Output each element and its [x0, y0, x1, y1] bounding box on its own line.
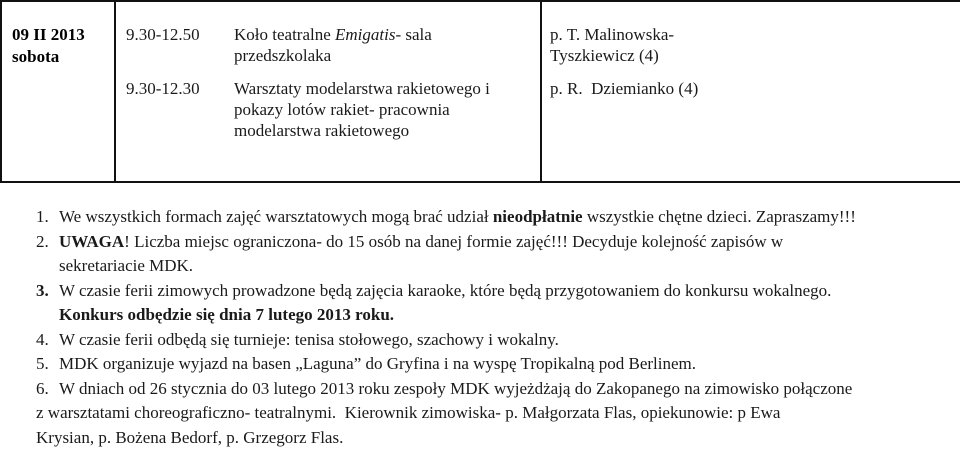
note-2: 2. UWAGA! Liczba miejsc ograniczona- do 15 osób na danej formie zajęć!!! Decyduje kolejność zapisów w	[36, 231, 784, 251]
schedule-row	[1, 1, 960, 182]
note-6: 6. W dniach od 26 stycznia do 03 lutego 2013 roku zespoły MDK wyjeżdżają do Zakopanego na zimowisko połączone	[36, 378, 853, 398]
note-1: 1. We wszystkich formach zajęć warsztatowych mogą brać udział nieodpłatnie wszystkie chętne dzieci. Zapraszamy!!!	[36, 207, 856, 226]
activity-2-description: Warsztaty modelarstwa rakietowego i pokazy lotów rakiet- pracownia modelarstwa rakietowego	[234, 79, 490, 140]
notes-list	[36, 205, 951, 450]
note-6-line-3: Krysian, p. Bożena Bedorf, p. Grzegorz Flas.	[36, 427, 344, 447]
date-label: 09 II 2013	[12, 25, 85, 44]
description-cell	[229, 1, 541, 182]
instructor-2: p. R. Dziemianko (4)	[550, 79, 699, 98]
activity-1-name: Emigatis	[335, 25, 396, 44]
note-6-line-2: z warsztatami choreograficzno- teatralnymi. Kierownik zimowiska- p. Małgorzata Flas, opiekunowie: p Ewa	[36, 403, 781, 422]
schedule-table	[0, 0, 960, 183]
note-3-contest-date: Konkurs odbędzie się dnia 7 lutego 2013 roku.	[59, 305, 395, 324]
note-3: 3. W czasie ferii zimowych prowadzone będą zajęcia karaoke, które będą przygotowaniem do konkursu wokalnego.	[36, 280, 832, 300]
day-label: sobota	[12, 47, 60, 66]
instructor-1: p. T. Malinowska-Tyszkiewicz (4)	[550, 25, 675, 65]
note-4: 4. W czasie ferii odbędą się turnieje: tenisa stołowego, szachowy i wokalny.	[36, 329, 559, 349]
time-1: 9.30-12.50	[126, 25, 200, 44]
note-2-continued: sekretariacie MDK.	[59, 256, 194, 275]
time-2: 9.30-12.30	[126, 79, 200, 98]
note-5: 5. MDK organizuje wyjazd na basen „Laguna” do Gryfina i na wyspę Tropikalną pod Berlinem.	[36, 354, 697, 373]
activity-1-description: Koło teatralne Emigatis- sala przedszkolaka	[234, 25, 432, 65]
instructor-cell	[541, 1, 960, 182]
date-cell	[1, 1, 115, 182]
time-cell	[115, 1, 229, 182]
